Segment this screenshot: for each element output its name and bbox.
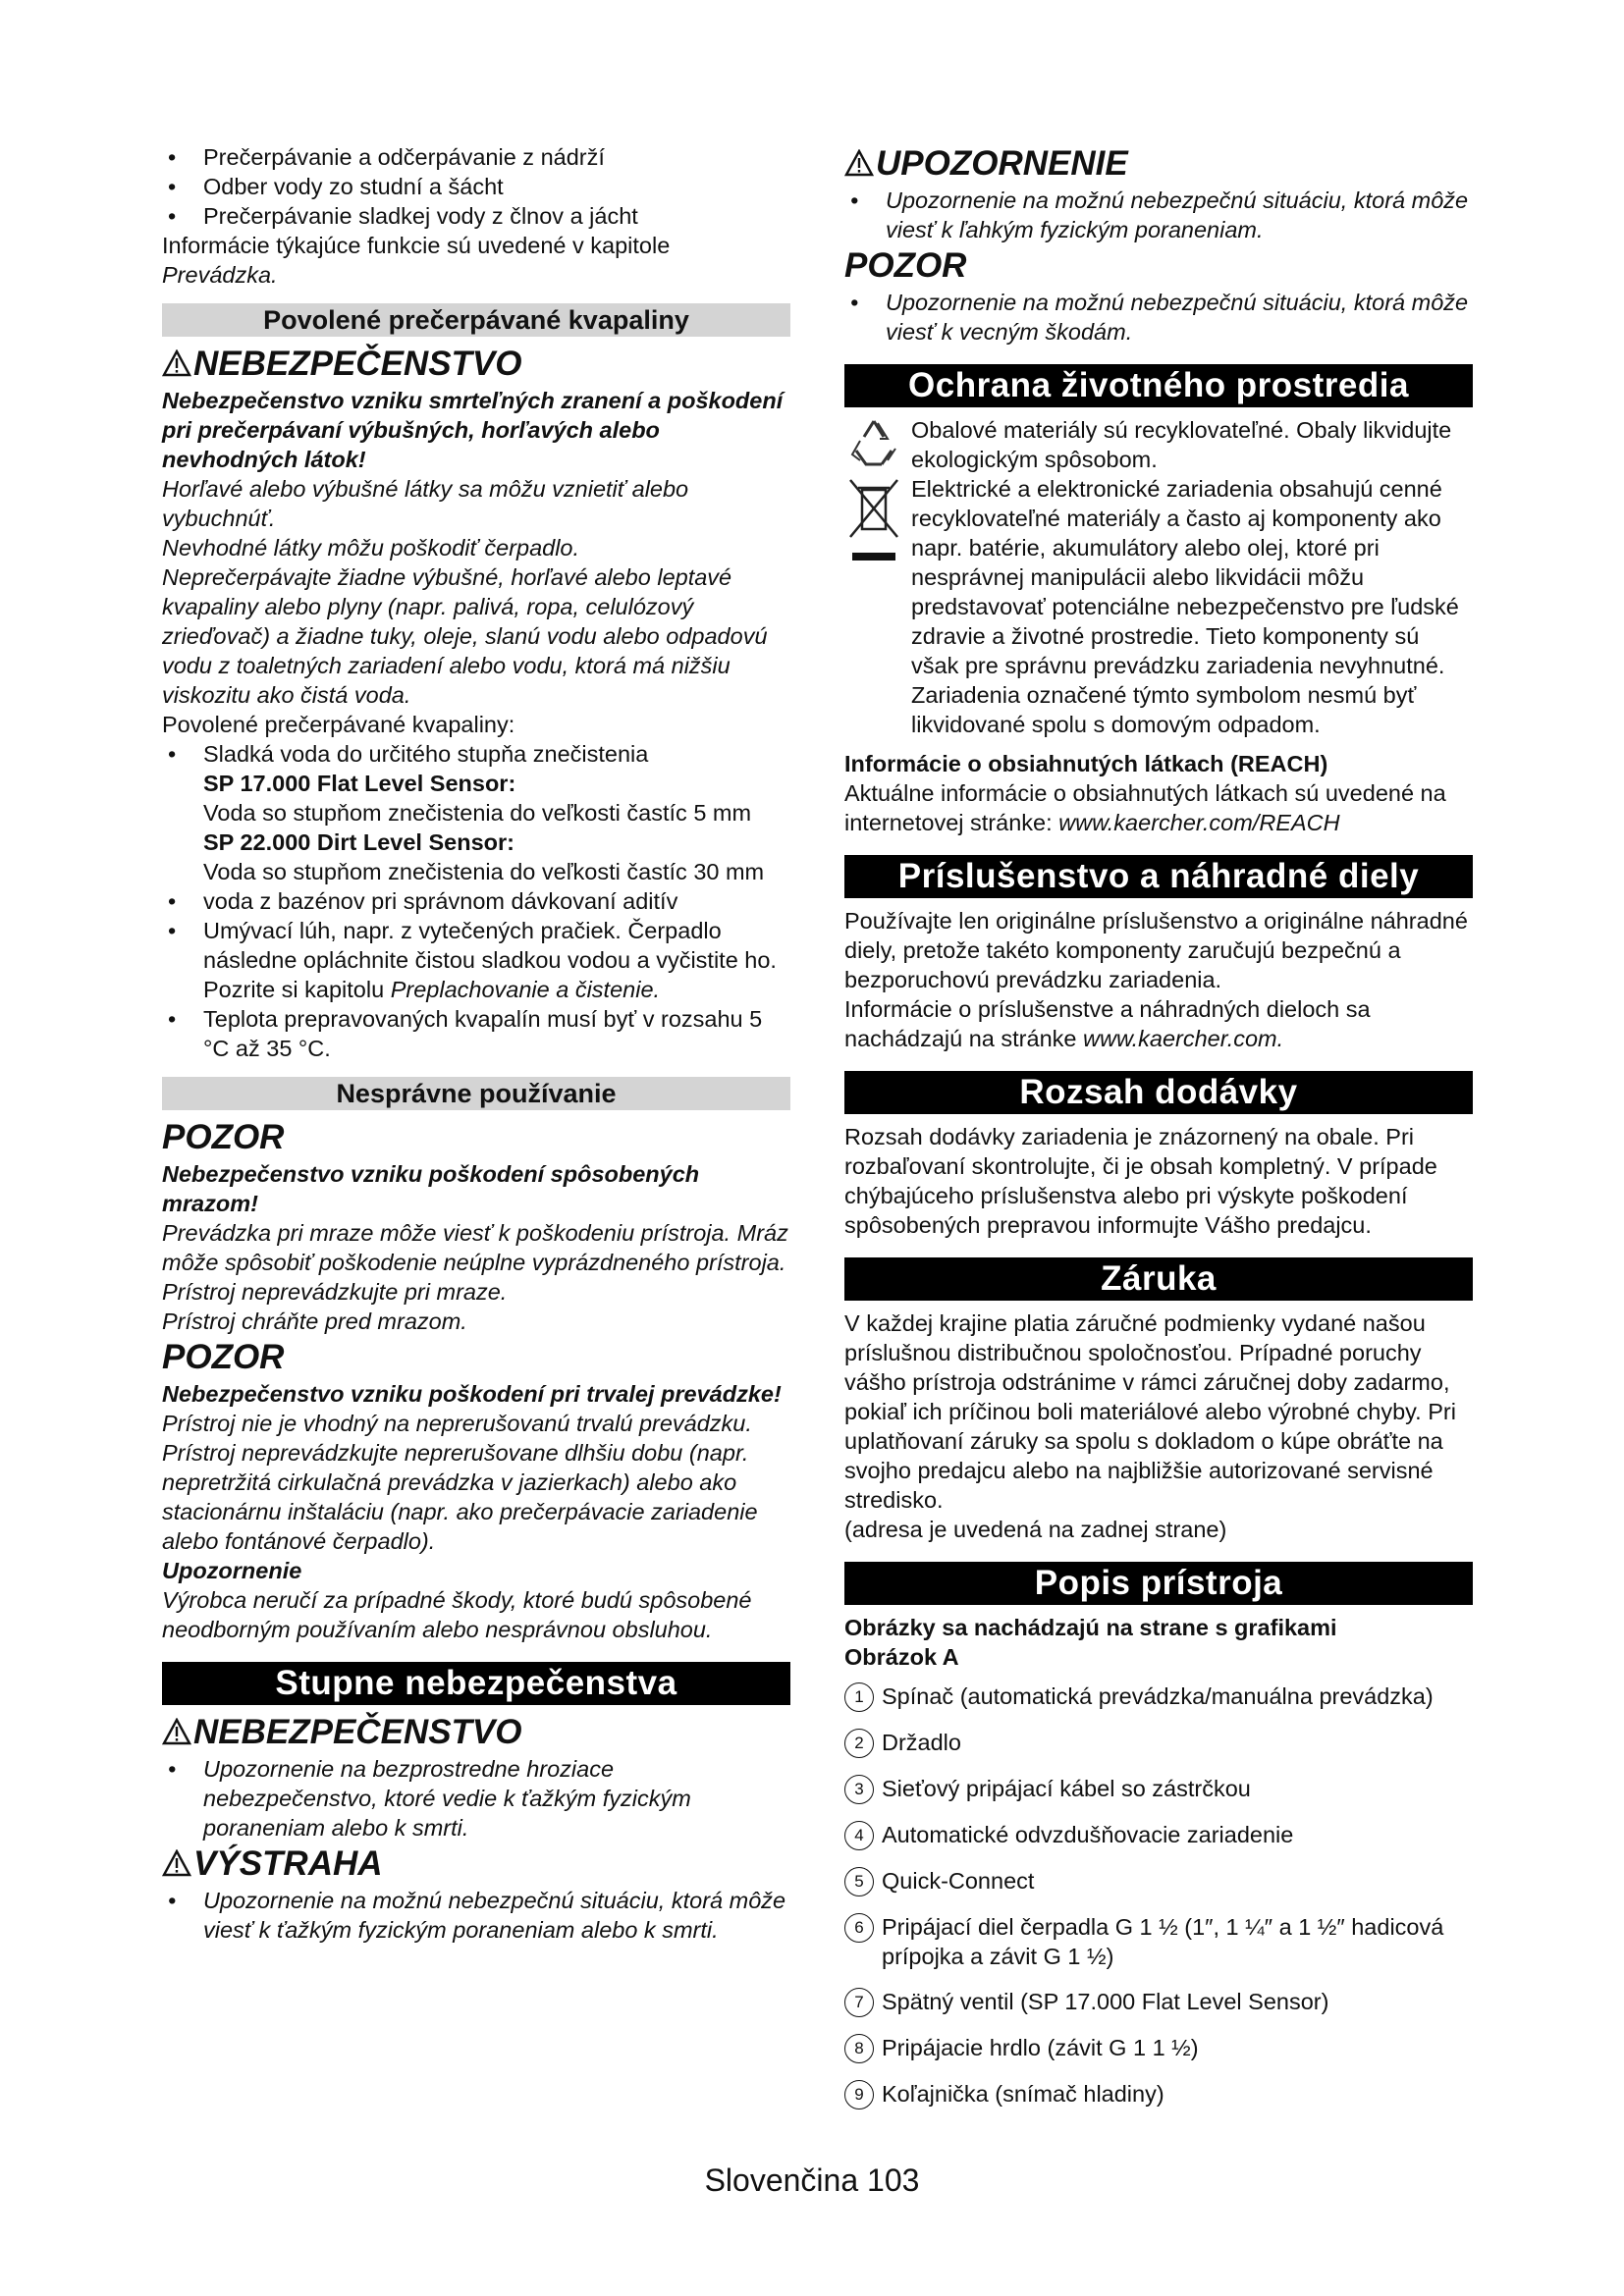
- danger-line: Horľavé alebo výbušné látky sa môžu vznietiť alebo vybuchnúť.: [162, 476, 689, 531]
- item-text: Sieťový pripájací kábel so zástrčkou: [882, 1776, 1251, 1801]
- warning-triangle-icon: [844, 149, 874, 177]
- danger-line: Neprečerpávajte žiadne výbušné, horľavé alebo leptavé kvapaliny alebo plyny (napr. palivá, ropa, celulózový zrieďovač) a žiadne tuky, oleje, slanú vodu alebo odpadovú vodu z toaletných zariadení alebo vodu, ktorá má nižšiu viskozitu ako čistá voda.: [162, 564, 768, 708]
- scope-text: Rozsah dodávky zariadenia je znázornený na obale. Pri rozbaľovaní skontrolujte, či je obsah kompletný. V prípade chýbajúceho príslušenstva alebo pri výskyte poškodení spôsobených prepravou informujte Vášho predajcu.: [844, 1124, 1437, 1238]
- list-item: • Odber vody zo studní a šácht: [162, 172, 790, 201]
- left-column: [162, 142, 790, 1945]
- caution2-title: POZOR: [162, 1338, 285, 1376]
- notice-title-text: UPOZORNENIE: [876, 144, 1128, 183]
- list-item: [844, 1728, 1473, 1758]
- reach-link[interactable]: www.kaercher.com/REACH: [1058, 810, 1340, 835]
- sp22-text: Voda so stupňom znečistenia do veľkosti častíc 30 mm: [203, 859, 765, 884]
- warning-triangle-icon: [162, 1849, 191, 1877]
- item-number: 3: [844, 1775, 874, 1804]
- item-number: 9: [844, 2080, 874, 2109]
- permitted-b3: Umývací lúh, napr. z vytečených pračiek. Čerpadlo následne opláchnite čistou sladkou vodou a vyčistite ho. Pozrite si kapitolu: [203, 918, 777, 1002]
- item-text: Držadlo: [882, 1730, 961, 1755]
- warning-triangle-icon: [162, 1718, 191, 1745]
- intro-note: [162, 231, 790, 290]
- notice-list: [844, 186, 1473, 244]
- item-text: Spínač (automatická prevádzka/manuálna prevádzka): [882, 1683, 1434, 1709]
- intro-note-link: Prevádzka.: [162, 262, 278, 288]
- list-item: [844, 2033, 1473, 2063]
- list-item: [844, 1774, 1473, 1804]
- page-number: 103: [867, 2163, 920, 2198]
- hz-danger-title: [162, 1713, 790, 1752]
- hz-warning-title-text: VÝSTRAHA: [193, 1844, 383, 1883]
- caution-list: [844, 288, 1473, 347]
- intro-list: [162, 142, 790, 231]
- list-item: [844, 2079, 1473, 2109]
- list-item: • Upozornenie na možnú nebezpečnú situáciu, ktorá môže viesť k ťažkým fyzickým poraneniam alebo k smrti.: [162, 1886, 790, 1945]
- caution1-bold-text: Nebezpečenstvo vzniku poškodení spôsobených mrazom!: [162, 1161, 700, 1216]
- list-item: [844, 1912, 1473, 1971]
- item-text: Koľajnička (snímač hladiny): [882, 2081, 1164, 2107]
- hazard-heading: Stupne nebezpečenstva: [162, 1662, 790, 1705]
- list-item: [162, 916, 790, 1004]
- caution2-line: Prístroj nie je vhodný na neprerušovanú trvalú prevádzku.: [162, 1411, 752, 1436]
- caution1-line: Prevádzka pri mraze môže viesť k poškodeniu prístroja. Mráz môže spôsobiť poškodenie neúplne vyprázdneného prístroja.: [162, 1220, 788, 1275]
- list-item: • Upozornenie na bezprostredne hroziace nebezpečenstvo, ktoré vedie k ťažkým fyzickým poraneniam alebo k smrti.: [162, 1754, 790, 1842]
- env-weee-row: [844, 474, 1473, 739]
- item-text: Spätný ventil (SP 17.000 Flat Level Sensor): [882, 1989, 1329, 2014]
- item-number: 8: [844, 2034, 874, 2063]
- notice-title: [844, 144, 1473, 184]
- item-number: 5: [844, 1867, 874, 1896]
- list-item: [844, 1682, 1473, 1712]
- item-text: Quick-Connect: [882, 1868, 1035, 1894]
- acc-paragraph: [844, 994, 1473, 1053]
- acc-link[interactable]: www.kaercher.com.: [1083, 1026, 1284, 1051]
- page-footer: [0, 2163, 1624, 2199]
- item-number: 1: [844, 1682, 874, 1712]
- permitted-intro: Povolené prečerpávané kvapaliny:: [162, 712, 515, 737]
- item-text: Automatické odvzdušňovacie zariadenie: [882, 1822, 1294, 1847]
- hz-danger-list: [162, 1754, 790, 1842]
- warranty-note: (adresa je uvedená na zadnej strane): [844, 1517, 1227, 1542]
- reach-text: Aktuálne informácie o obsiahnutých látkach sú uvedené na internetovej stránke:: [844, 780, 1446, 835]
- acc-text2: Informácie o príslušenstve a náhradných dieloch sa nachádzajú na stránke: [844, 996, 1371, 1051]
- desc-bold1: Obrázky sa nachádzajú na strane s grafikami: [844, 1615, 1337, 1640]
- scope-heading: Rozsah dodávky: [844, 1071, 1473, 1114]
- env-weee-text: Elektrické a elektronické zariadenia obsahujú cenné recyklovateľné materiály a často aj komponenty ako napr. batérie, akumulátory alebo olej, ktoré pri nesprávnej manipulácii alebo likvidácii môžu predstavovať potenciálne nebezpečenstvo pre ľudské zdravie a životné prostredie. Tieto komponenty sú však pre správnu prevádzku zariadenia nevyhnutné. Zariadenia označené týmto symbolom nesmú byť likvidované spolu s domovým odpadom.: [911, 476, 1459, 737]
- note-text: Výrobca neručí za prípadné škody, ktoré budú spôsobené neodborným používaním alebo nesprávnou obsluhou.: [162, 1587, 752, 1642]
- list-item: • voda z bazénov pri správnom dávkovaní aditív: [162, 886, 790, 916]
- caution2-bold-text: Nebezpečenstvo vzniku poškodení pri trvalej prevádzke!: [162, 1381, 782, 1407]
- list-item: [162, 739, 790, 886]
- sp17-text: Voda so stupňom znečistenia do veľkosti častíc 5 mm: [203, 800, 752, 826]
- desc-bold2: Obrázok A: [844, 1644, 959, 1670]
- reach-paragraph: [844, 778, 1473, 837]
- item-number: 4: [844, 1821, 874, 1850]
- warning-triangle-icon: [162, 349, 191, 377]
- list-item: [844, 1866, 1473, 1896]
- list-item: • Upozornenie na možnú nebezpečnú situáciu, ktorá môže viesť k vecným škodám.: [844, 288, 1473, 347]
- acc-text: Používajte len originálne príslušenstvo a originálne náhradné diely, pretože takéto komponenty zaručujú bezpečnú a bezporuchovú prevádzku zariadenia.: [844, 908, 1468, 992]
- sp17-label: SP 17.000 Flat Level Sensor:: [203, 771, 516, 796]
- item-number: 6: [844, 1913, 874, 1943]
- caution2-line: Prístroj neprevádzkujte neprerušovane dlhšiu dobu (napr. nepretržitá cirkulačná prevádzka v jazierkach) alebo ako stacionárnu inštaláciu (napr. ako prečerpávacie zariadenie alebo fontánové čerpadlo).: [162, 1440, 758, 1554]
- permitted-list: [162, 739, 790, 1063]
- danger-bold-text: Nebezpečenstvo vzniku smrteľných zranení a poškodení pri prečerpávaní výbušných, horľavých alebo nevhodných látok!: [162, 388, 784, 472]
- permitted-heading: Povolené prečerpávané kvapaliny: [162, 303, 790, 337]
- env-heading: Ochrana životného prostredia: [844, 364, 1473, 407]
- list-item: • Teplota prepravovaných kvapalín musí byť v rozsahu 5 °C až 35 °C.: [162, 1004, 790, 1063]
- caution1-title: POZOR: [162, 1118, 285, 1156]
- list-item: [844, 1987, 1473, 2017]
- hz-warning-list: [162, 1886, 790, 1945]
- hz-warning-title: [162, 1844, 790, 1884]
- footer-language: Slovenčina: [704, 2163, 859, 2198]
- danger-title: [162, 345, 790, 384]
- list-item: [844, 1820, 1473, 1850]
- parts-list: [844, 1682, 1473, 2109]
- item-text: Pripájacie hrdlo (závit G 1 1 ½): [882, 2035, 1199, 2060]
- list-item: • Prečerpávanie sladkej vody z člnov a jácht: [162, 201, 790, 231]
- permitted-b3-link: Preplachovanie a čistenie.: [390, 977, 661, 1002]
- note-title: Upozornenie: [162, 1558, 302, 1583]
- permitted-b1: Sladká voda do určitého stupňa znečistenia: [203, 741, 649, 767]
- recycle-icon: [844, 415, 903, 472]
- right-column: [844, 142, 1473, 2125]
- list-item: • Prečerpávanie a odčerpávanie z nádrží: [162, 142, 790, 172]
- caution1-line: Prístroj neprevádzkujte pri mraze.: [162, 1279, 508, 1305]
- warranty-heading: Záruka: [844, 1257, 1473, 1301]
- acc-heading: Príslušenstvo a náhradné diely: [844, 855, 1473, 898]
- env-recycle-row: [844, 415, 1473, 474]
- hz-danger-title-text: NEBEZPEČENSTVO: [193, 1713, 522, 1751]
- crossed-bin-icon: [844, 474, 903, 568]
- intro-note-text: Informácie týkajúce funkcie sú uvedené v kapitole: [162, 233, 671, 258]
- warranty-text: V každej krajine platia záručné podmienky vydané našou príslušnou distribučnou spoločnosťou. Prípadné poruchy vášho prístroja odstránime v rámci záručnej doby zadarmo, pokiaľ ich príčinou boli materiálové alebo výrobné chyby. Pri uplatňovaní záruky sa spolu s dokladom o kúpe obráťte na svojho predajcu alebo na najbližšie autorizované servisné stredisko.: [844, 1310, 1456, 1513]
- env-recycle-text: Obalové materiály sú recyklovateľné. Obaly likvidujte ekologickým spôsobom.: [911, 417, 1452, 472]
- item-number: 2: [844, 1729, 874, 1758]
- caution1-line: Prístroj chráňte pred mrazom.: [162, 1308, 467, 1334]
- item-text: Pripájací diel čerpadla G 1 ½ (1″, 1 ¼″ a 1 ½″ hadicová prípojka a závit G 1 ½): [882, 1914, 1444, 1969]
- item-number: 7: [844, 1988, 874, 2017]
- reach-title: Informácie o obsiahnutých látkach (REACH): [844, 751, 1328, 776]
- list-item: • Upozornenie na možnú nebezpečnú situáciu, ktorá môže viesť k ľahkým fyzickým poraneniam.: [844, 186, 1473, 244]
- misuse-heading: Nesprávne používanie: [162, 1077, 790, 1110]
- danger-line: Nevhodné látky môžu poškodiť čerpadlo.: [162, 535, 580, 561]
- sp22-label: SP 22.000 Dirt Level Sensor:: [203, 829, 514, 855]
- caution-title: POZOR: [844, 246, 967, 285]
- danger-title-text: NEBEZPEČENSTVO: [193, 345, 522, 383]
- desc-heading: Popis prístroja: [844, 1562, 1473, 1605]
